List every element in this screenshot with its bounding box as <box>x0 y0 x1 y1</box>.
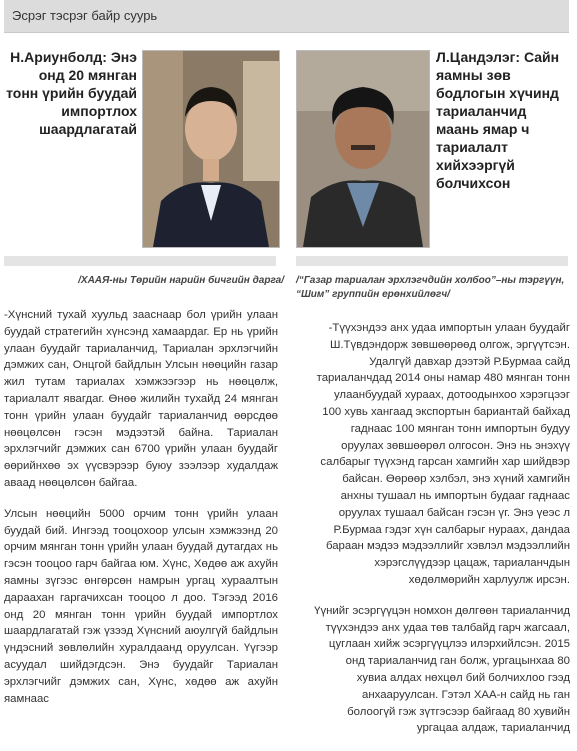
left-body <box>4 307 278 721</box>
left-paragraph: Улсын нөөцийн 5000 орчим тонн үрийн улаан буудай бий. Ингээд тооцохоор улсын хэмжээнд 20 орчим мянган тонн үрийн улаан буудай дутагдах нь гэсэн тооцоо гарч байгаа юм. Хүнс, Хөдөө аж ахуйн яамны зүгээс өнгөрсөн намрын ургац хураалтын дараахан гаргачихсан тооцоо л доо. Тэгээд 2016 онд 20 мянган тонн үрийн буудай импортлох шаардлагатай гэж үзээд Хүнсний аюулгүй байдлын үндэсний зөвлөлийн хуралдаанд оруулсан. Үүгээр асуудал шийдэгдсэн. Энэ буудайг Тариалан эрхлэгчийг дэмжих сан, Хүнс, хөдөө аж ахуйн яамнаас <box>4 507 278 705</box>
right-paragraph: -Түүхэндээ анх удаа импортын улаан буудайг Ш.Түвдэндорж зөвшөөрөөд олгож, эргүүтсэн. Удалгүй давхар дээтэй Р.Бурмаа сайд тариаланчдад 2014 оны намар 480 мянган тонн улаанбуудай хураах, дотоодынхоо хэрэгцээг 100 хувь хангаад экспортын бариантай байхад гаднаас 100 мянган тонн импортын будуу оруулах зөвшөөрөл олгосон. Энэ нь энэхүү салбарыг түүхэнд гарсан хамгийн хар шийдвэр байсан. Өөрөөр хэлбэл, энэ хүний хамгийн анхны тушаал нь импортын будааг гаднаас оруулах тушаал байсан гэсэн үг. Энэ үеэс л Р.Бурмаа гэдэг хүн салбарыг нураах, дандаа бараан мэдээ мэдээллийг хэвлэл мэдээллийн хэрэгслүүдээр цацаж, тариаланчдын хөдөлмөрийн харлуулж ирсэн. <box>316 322 570 586</box>
right-divider <box>296 256 568 266</box>
right-headline[interactable]: Л.Цандэлэг: Сайн яамны зөв бодлогын хүчинд тариаланчид маань ямар ч тариалалт хийхээргүй болчихсон <box>436 49 560 191</box>
right-portrait-image <box>297 51 429 247</box>
left-headline[interactable]: Н.Ариунболд: Энэ онд 20 мянган тонн үрийн буудай импортлох шаардлагатай <box>6 49 137 137</box>
section-header <box>4 0 569 33</box>
right-paragraph: Үүнийг эсэргүүцэн номхон дөлгөөн тариаланчид түүхэндээ анх удаа төв талбайд гарч жагсаал, цуглаан хийж эсэргүүцлээ илэрхийлсэн. 2015 онд тариаланчид ган болж, ургацынхаа 80 хувиа алдах нөхцөл бий болчихлоо гээд анхааруулсан. Гэтэл ХАА-н сайд нь ган болоогүй гэж зүтгэсээр байгаад 80 хувийн ургацаа алдаж, тариаланчид <box>314 604 570 735</box>
left-paragraph: -Хүнсний тухай хуульд зааснаар бол үрийн улаан буудай стратегийн хүнсэнд хамаардаг. Ер нь үрийн улаан буудайг тариаланчид, Тариалан эрхлэгчийн дэмжих сан, Онцгой байдлын Улсын нөөцийн газар жил тутам тариалах хэмжээгээр нь нөөцөлж, тариалалт явагдаг. Өнөө жилийн тухайд 24 мянган тонн үрийн улаан буудайг тариаланчид өөрсдөө нөөцөлсөн гэсэн мэдээтэй байна. Тариалан эрхлэгчийг дэмжих сан 6700 үрийн улаан буудайг өөрийнхөө эх үүсвэрээр буюу зээлээр худалдаж аваад нөөцөлсөн байгаа. <box>4 309 278 489</box>
left-divider <box>4 256 276 266</box>
section-title: Эсрэг тэсрэг байр суурь <box>12 8 158 23</box>
right-caption: /“Газар тариалан эрхлэгчдийн холбоо”–ны тэргүүн, “Шим” группийн ерөнхийлөгч/ <box>296 275 565 300</box>
left-portrait-photo <box>142 50 280 248</box>
right-portrait-photo <box>296 50 430 248</box>
left-caption: /ХААЯ-ны Төрийн нарийн бичгийн дарга/ <box>78 275 284 286</box>
left-portrait-image <box>143 51 279 247</box>
right-body <box>314 320 570 751</box>
